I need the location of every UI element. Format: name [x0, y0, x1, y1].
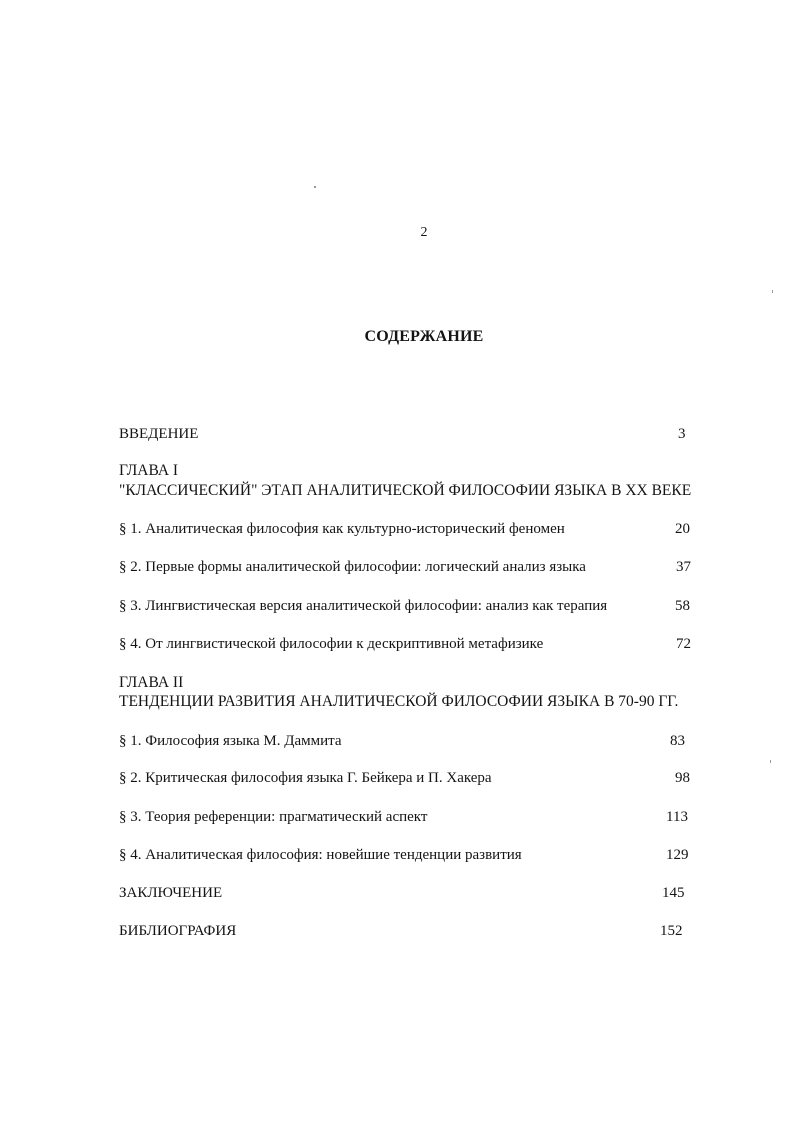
toc-page-conclusion: 145 [662, 885, 685, 901]
toc-entry-ch2-s4: § 4. Аналитическая философия: новейшие тенденции развития [119, 847, 522, 863]
toc-entry-ch2-s1: § 1. Философия языка М. Даммита [119, 733, 342, 749]
toc-page-ch1-s3: 58 [675, 598, 690, 614]
chapter-2-title: ТЕНДЕНЦИИ РАЗВИТИЯ АНАЛИТИЧЕСКОЙ ФИЛОСОФИИ ЯЗЫКА В 70-90 ГГ. [119, 693, 679, 710]
scan-speck [772, 290, 773, 293]
toc-entry-ch1-s3: § 3. Лингвистическая версия аналитической философии: анализ как терапия [119, 598, 608, 614]
chapter-1-heading: ГЛАВА I [119, 462, 179, 479]
toc-page-ch1-s2: 37 [676, 559, 691, 575]
toc-title: СОДЕРЖАНИЕ [364, 328, 484, 345]
toc-page-ch2-s3: 113 [666, 809, 688, 825]
scan-speck [770, 760, 771, 763]
toc-entry-ch1-s1: § 1. Аналитическая философия как культурно-исторический феномен [119, 521, 565, 537]
toc-page-ch2-s4: 129 [666, 847, 689, 863]
toc-entry-ch2-s2: § 2. Критическая философия языка Г. Бейкера и П. Хакера [119, 770, 492, 786]
toc-page-ch1-s1: 20 [675, 521, 690, 537]
toc-entry-conclusion: ЗАКЛЮЧЕНИЕ [119, 885, 223, 901]
toc-page-bibliography: 152 [660, 923, 683, 939]
toc-entry-bibliography: БИБЛИОГРАФИЯ [119, 923, 237, 939]
toc-entry-ch1-s4: § 4. От лингвистической философии к дескриптивной метафизике [119, 636, 544, 652]
toc-page-ch1-s4: 72 [676, 636, 691, 652]
toc-page-ch2-s1: 83 [670, 733, 685, 749]
chapter-2-heading: ГЛАВА II [119, 674, 184, 691]
scan-speck [314, 186, 316, 188]
toc-page-ch2-s2: 98 [675, 770, 690, 786]
toc-entry-ch2-s3: § 3. Теория референции: прагматический аспект [119, 809, 428, 825]
toc-entry-introduction: ВВЕДЕНИЕ [119, 426, 199, 442]
chapter-1-title: "КЛАССИЧЕСКИЙ" ЭТАП АНАЛИТИЧЕСКОЙ ФИЛОСОФИИ ЯЗЫКА В XX ВЕКЕ [119, 482, 692, 499]
toc-page-introduction: 3 [678, 426, 686, 442]
toc-entry-ch1-s2: § 2. Первые формы аналитической философии: логический анализ языка [119, 559, 586, 575]
page-number: 2 [420, 225, 428, 240]
